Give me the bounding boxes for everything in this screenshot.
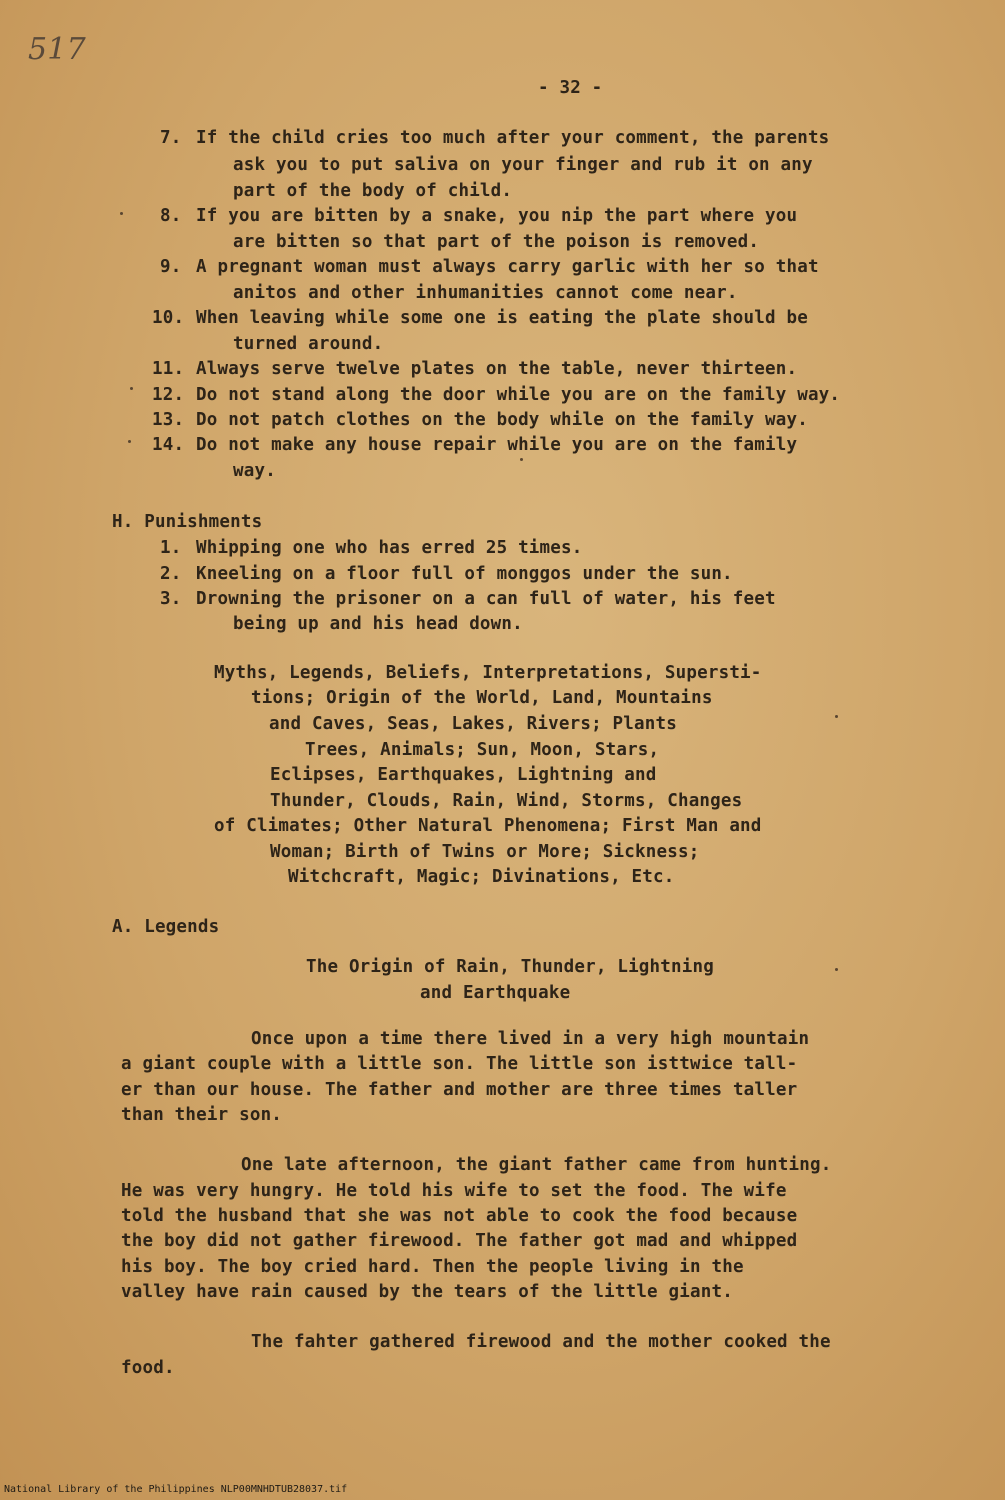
- list-item-number: 11.: [152, 359, 185, 379]
- story-title-line: The Origin of Rain, Thunder, Lightning: [306, 957, 714, 977]
- legends-heading: A. Legends: [112, 917, 220, 937]
- section-title-line: Thunder, Clouds, Rain, Wind, Storms, Changes: [270, 791, 743, 811]
- paragraph-line: er than our house. The father and mother are three times taller: [121, 1080, 798, 1100]
- paragraph-line: than their son.: [121, 1105, 283, 1125]
- footer-caption: National Library of the Philippines NLP00MNHDTUB28037.tif: [4, 1484, 348, 1495]
- list-item-line: Whipping one who has erred 25 times.: [196, 538, 583, 558]
- list-item-number: 2.: [160, 564, 182, 584]
- speck: [130, 387, 133, 390]
- paragraph-line: the boy did not gather firewood. The father got mad and whipped: [121, 1231, 798, 1251]
- list-item-number: 1.: [160, 538, 182, 558]
- section-title-line: Woman; Birth of Twins or More; Sickness;: [270, 842, 700, 862]
- speck: [128, 440, 131, 443]
- section-title-line: Witchcraft, Magic; Divinations, Etc.: [288, 867, 675, 887]
- paragraph-line: One late afternoon, the giant father came from hunting.: [241, 1155, 832, 1175]
- section-heading: H. Punishments: [112, 512, 263, 532]
- list-item-number: 13.: [152, 410, 185, 430]
- list-item-number: 10.: [152, 308, 185, 328]
- speck: [520, 458, 523, 461]
- list-item-number: 12.: [152, 385, 185, 405]
- paragraph-line: Once upon a time there lived in a very high mountain: [251, 1029, 810, 1049]
- list-item-line: part of the body of child.: [233, 181, 513, 201]
- speck: [835, 968, 838, 971]
- list-item-line: Kneeling on a floor full of monggos under the sun.: [196, 564, 733, 584]
- list-item-line: way.: [233, 461, 276, 481]
- list-item-line: If the child cries too much after your comment, the parents: [196, 128, 830, 148]
- list-item-line: When leaving while some one is eating the plate should be: [196, 308, 808, 328]
- paragraph-line: The fahter gathered firewood and the mother cooked the: [251, 1332, 831, 1352]
- list-item-line: are bitten so that part of the poison is removed.: [233, 232, 760, 252]
- section-title-line: of Climates; Other Natural Phenomena; First Man and: [214, 816, 762, 836]
- speck: [120, 212, 123, 215]
- speck: [835, 715, 838, 718]
- section-title-line: tions; Origin of the World, Land, Mountains: [251, 688, 713, 708]
- list-item-number: 9.: [160, 257, 182, 277]
- section-title-line: Eclipses, Earthquakes, Lightning and: [270, 765, 657, 785]
- list-item-line: Always serve twelve plates on the table, never thirteen.: [196, 359, 798, 379]
- list-item-number: 14.: [152, 435, 185, 455]
- list-item-line: ask you to put saliva on your finger and rub it on any: [233, 155, 813, 175]
- story-title-line: and Earthquake: [420, 983, 571, 1003]
- list-item-line: anitos and other inhumanities cannot come near.: [233, 283, 738, 303]
- paragraph-line: valley have rain caused by the tears of the little giant.: [121, 1282, 733, 1302]
- paragraph-line: food.: [121, 1358, 175, 1378]
- list-item-line: Do not patch clothes on the body while on the family way.: [196, 410, 808, 430]
- list-item-number: 8.: [160, 206, 182, 226]
- paragraph-line: told the husband that she was not able to cook the food because: [121, 1206, 798, 1226]
- section-title-line: Trees, Animals; Sun, Moon, Stars,: [305, 740, 660, 760]
- page-number: - 32 -: [538, 78, 603, 98]
- paragraph-line: a giant couple with a little son. The little son isttwice tall-: [121, 1054, 798, 1074]
- list-item-line: A pregnant woman must always carry garlic with her so that: [196, 257, 819, 277]
- list-item-line: being up and his head down.: [233, 614, 523, 634]
- list-item-line: If you are bitten by a snake, you nip the part where you: [196, 206, 798, 226]
- section-title-line: Myths, Legends, Beliefs, Interpretations, Supersti-: [214, 663, 762, 683]
- list-item-line: turned around.: [233, 334, 384, 354]
- list-item-line: Do not stand along the door while you are on the family way.: [196, 385, 841, 405]
- list-item-line: Drowning the prisoner on a can full of water, his feet: [196, 589, 776, 609]
- list-item-number: 7.: [160, 128, 182, 148]
- section-title-line: and Caves, Seas, Lakes, Rivers; Plants: [269, 714, 677, 734]
- paragraph-line: his boy. The boy cried hard. Then the people living in the: [121, 1257, 744, 1277]
- list-item-number: 3.: [160, 589, 182, 609]
- list-item-line: Do not make any house repair while you are on the family: [196, 435, 798, 455]
- paragraph-line: He was very hungry. He told his wife to set the food. The wife: [121, 1181, 787, 1201]
- handwritten-page-mark: 517: [28, 32, 86, 67]
